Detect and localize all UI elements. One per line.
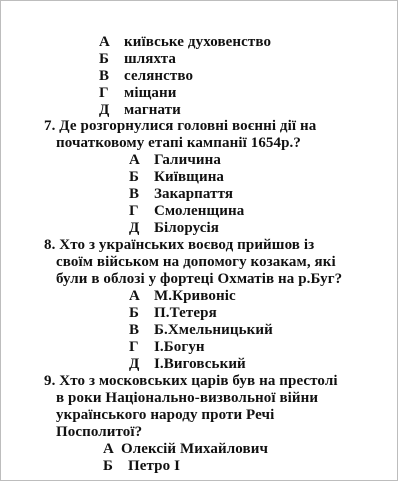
option-letter: Г bbox=[129, 339, 139, 355]
option-c bbox=[129, 322, 273, 338]
option-letter: Д bbox=[99, 102, 110, 118]
option-letter: Б bbox=[99, 51, 110, 67]
option-b bbox=[99, 51, 176, 67]
option-text: І.Богун bbox=[154, 339, 205, 355]
option-c bbox=[129, 186, 233, 202]
option-text: Б.Хмельницький bbox=[154, 322, 273, 338]
question-text-line: 9. Хто з московських царів був на престолі bbox=[44, 373, 338, 389]
option-text: міщани bbox=[124, 85, 177, 101]
question-text-line: українського народу проти Речі bbox=[56, 407, 275, 423]
option-letter: Б bbox=[103, 458, 114, 474]
option-b bbox=[129, 169, 224, 185]
option-a bbox=[99, 34, 271, 50]
option-a bbox=[103, 441, 268, 457]
question-text-line: 7. Де розгорнулися головні воєнні дії на bbox=[44, 118, 317, 134]
option-text: Білорусія bbox=[154, 220, 220, 236]
option-letter: Г bbox=[99, 85, 109, 101]
option-letter: Д bbox=[129, 356, 140, 372]
option-letter: Б bbox=[129, 169, 140, 185]
option-letter: В bbox=[99, 68, 110, 84]
option-letter: А bbox=[99, 34, 110, 50]
option-d bbox=[129, 339, 205, 355]
option-text: Закарпаття bbox=[154, 186, 234, 202]
question-text-line: були в облозі у фортеці Охматів на р.Буг? bbox=[56, 271, 343, 287]
question-text-line: початковому етапі кампанії 1654р.? bbox=[56, 135, 302, 151]
question-text-line: Посполитої? bbox=[56, 424, 143, 440]
option-a bbox=[129, 152, 221, 168]
option-letter: А bbox=[103, 441, 114, 457]
option-letter: В bbox=[129, 186, 140, 202]
option-text: П.Тетеря bbox=[154, 305, 217, 321]
option-e bbox=[129, 220, 219, 236]
option-letter: А bbox=[129, 152, 140, 168]
option-e bbox=[129, 356, 246, 372]
option-d bbox=[129, 203, 244, 219]
option-letter: В bbox=[129, 322, 140, 338]
option-d bbox=[99, 85, 176, 101]
option-e bbox=[99, 102, 181, 118]
option-text: Петро І bbox=[128, 458, 181, 474]
option-text: Смоленщина bbox=[154, 203, 245, 219]
option-text: М.Кривоніс bbox=[154, 288, 236, 304]
option-letter: А bbox=[129, 288, 140, 304]
option-text: київське духовенство bbox=[124, 34, 272, 50]
option-text: магнати bbox=[124, 102, 181, 118]
question-text-line: своїм військом на допомогу козакам, які bbox=[56, 254, 336, 270]
option-text: шляхта bbox=[124, 51, 176, 67]
option-letter: Г bbox=[129, 203, 139, 219]
option-text: Галичина bbox=[154, 152, 221, 168]
option-text: Олексій Михайлович bbox=[121, 441, 269, 457]
option-text: селянство bbox=[124, 68, 194, 84]
option-b bbox=[129, 305, 217, 321]
question-text-line: в роки Національно-визвольної війни bbox=[56, 390, 319, 406]
option-text: І.Виговський bbox=[154, 356, 246, 372]
option-c bbox=[99, 68, 193, 84]
question-text-line: 8. Хто з українських воєвод прийшов із bbox=[44, 237, 315, 253]
option-text: Київщина bbox=[154, 169, 225, 185]
option-letter: Б bbox=[129, 305, 140, 321]
option-a bbox=[129, 288, 236, 304]
option-b bbox=[103, 458, 180, 474]
option-letter: Д bbox=[129, 220, 140, 236]
